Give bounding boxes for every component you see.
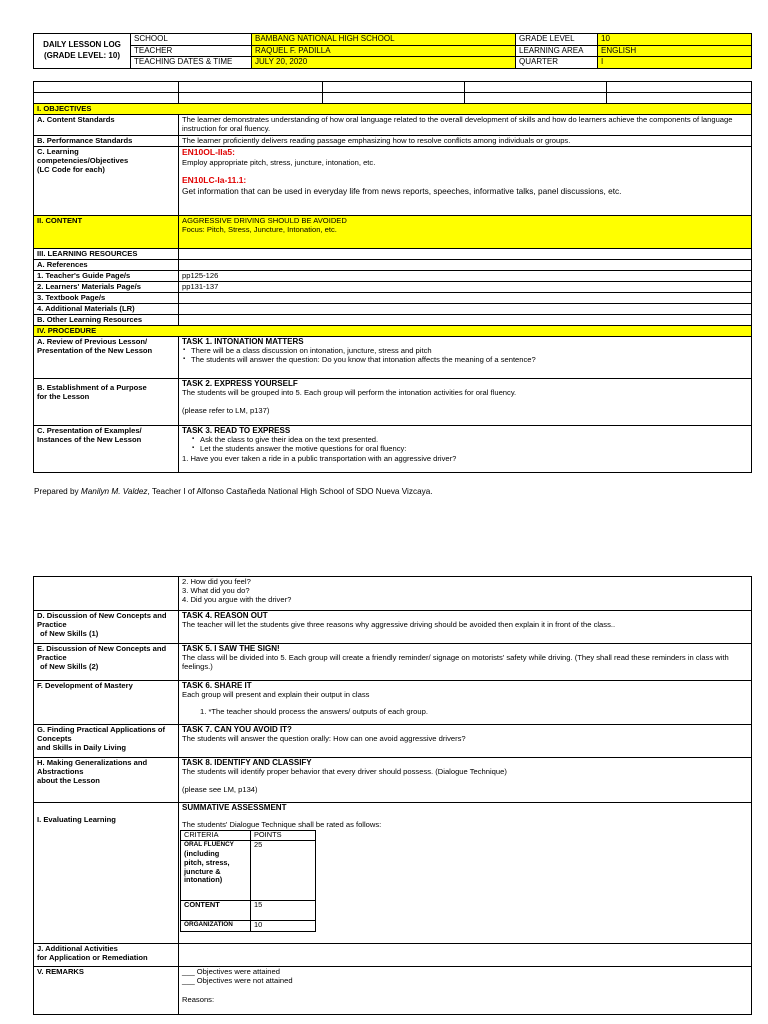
additional-label: 4. Additional Materials (LR) xyxy=(34,304,179,315)
procedure-g-cell xyxy=(179,725,752,758)
lesson-table-1 xyxy=(33,81,752,473)
procedure-f-cell xyxy=(179,681,752,725)
procedure-i-label: I. Evaluating Learning xyxy=(34,803,179,944)
other-resources-label: B. Other Learning Resources xyxy=(34,315,179,326)
procedure-c-cell xyxy=(179,426,752,473)
task-7-title: TASK 7. CAN YOU AVOID IT? xyxy=(182,725,292,734)
procedure-b-label: B. Establishment of a Purpose for the Lesson xyxy=(34,379,179,426)
task-1-bullet-1: ▪ There will be a class discussion on intonation, juncture, stress and pitch xyxy=(191,346,748,355)
procedure-f-label: F. Development of Mastery xyxy=(34,681,179,725)
motive-question-1: 1. Have you ever taken a ride in a public transportation with an aggressive driver? xyxy=(182,453,457,463)
task-5-title: TASK 5. I SAW THE SIGN! xyxy=(182,644,280,653)
rubric-criteria-header: CRITERIA xyxy=(181,831,251,841)
motive-question-3: 3. What did you do? xyxy=(182,586,250,596)
procedure-j-label: J. Additional Activities for Application or Remediation xyxy=(34,944,179,967)
resources-heading: III. LEARNING RESOURCES xyxy=(34,249,179,260)
competency-1: Employ appropriate pitch, stress, juncture, intonation, etc. xyxy=(182,158,376,167)
remarks-cell xyxy=(179,967,752,1015)
task-8-title: TASK 8. IDENTIFY AND CLASSIFY xyxy=(182,758,312,767)
rubric-table xyxy=(180,830,316,932)
task-2-text: The students will be grouped into 5. Each group will perform the intonation activities for oral fluency. xyxy=(182,388,517,398)
header-table xyxy=(33,33,752,69)
remarks-label: V. REMARKS xyxy=(34,967,179,1015)
prepared-by: Prepared by Manilyn M. Valdez, Teacher I of Alfonso Castañeda National High School of SDO Nueva Vizcaya. xyxy=(34,487,433,496)
content-standards-label: A. Content Standards xyxy=(34,115,179,136)
task-8-text: The students will identify proper behavior that every driver should possess. (Dialogue Technique) xyxy=(182,767,507,777)
task-3-bullet-2: ▪ Let the students answer the motive questions for oral fluency: xyxy=(200,444,748,453)
procedure-d-label: D. Discussion of New Concepts and Practice of New Skills (1) xyxy=(34,611,179,644)
motive-questions-cont xyxy=(179,577,752,611)
content-heading: II. CONTENT xyxy=(34,216,179,249)
task-1-title: TASK 1. INTONATION MATTERS xyxy=(182,337,304,346)
performance-standards-text: The learner proficiently delivers reading passage emphasizing how to resolve conflicts among individuals or groups. xyxy=(179,136,752,147)
competency-code-2: EN10LC-Ia-11.1: xyxy=(182,175,247,186)
rubric-content: CONTENT xyxy=(181,901,251,921)
remarks-option-attained: ___ Objectives were attained xyxy=(182,967,280,976)
procedure-d-cell xyxy=(179,611,752,644)
task-3-bullet-1: ▪ Ask the class to give their idea on the text presented. xyxy=(200,435,748,444)
lesson-table-2 xyxy=(33,576,752,1015)
remarks-option-not-attained: ___ Objectives were not attained xyxy=(182,976,293,986)
rubric-content-points: 15 xyxy=(251,901,316,921)
procedure-b-cell xyxy=(179,379,752,426)
task-2-ref: (please refer to LM, p137) xyxy=(182,406,270,416)
competency-code-1: EN10OL-IIa5: xyxy=(182,147,235,157)
procedure-i-cell xyxy=(179,803,752,944)
summative-text: The students' Dialogue Technique shall be rated as follows: xyxy=(182,820,382,830)
task-4-title: TASK 4. REASON OUT xyxy=(182,611,268,620)
blank-row xyxy=(34,82,752,93)
area-label: LEARNING AREA xyxy=(516,45,598,57)
procedure-g-label: G. Finding Practical Applications of Concepts and Skills in Daily Living xyxy=(34,725,179,758)
objectives-heading: I. OBJECTIVES xyxy=(34,104,752,115)
task-2-title: TASK 2. EXPRESS YOURSELF xyxy=(182,379,298,388)
lm-value: pp131-137 xyxy=(179,282,752,293)
rubric-oral-fluency: ORAL FLUENCY (including pitch, stress, juncture & intonation) xyxy=(181,841,251,901)
tg-value: pp125-126 xyxy=(179,271,752,282)
task-6-title: TASK 6. SHARE IT xyxy=(182,681,252,690)
dates-label: TEACHING DATES & TIME xyxy=(131,57,252,69)
procedure-e-label: E. Discussion of New Concepts and Practice of New Skills (2) xyxy=(34,644,179,681)
competencies-label: C. Learning competencies/Objectives (LC Code for each) xyxy=(34,147,179,216)
competencies-cell xyxy=(179,147,752,216)
procedure-h-label: H. Making Generalizations and Abstractions about the Lesson xyxy=(34,758,179,803)
textbook-label: 3. Textbook Page/s xyxy=(34,293,179,304)
log-title: DAILY LESSON LOG (GRADE LEVEL: 10) xyxy=(34,34,131,69)
remarks-reasons: Reasons: xyxy=(182,995,215,1005)
school-value: BAMBANG NATIONAL HIGH SCHOOL xyxy=(252,34,516,46)
task-6-item: 1. *The teacher should process the answers/ outputs of each group. xyxy=(200,707,428,717)
rubric-organization-points: 10 xyxy=(251,921,316,932)
content-title: AGGRESSIVE DRIVING SHOULD BE AVOIDED xyxy=(182,216,347,225)
content-focus: Focus: Pitch, Stress, Juncture, Intonation, etc. xyxy=(182,225,337,235)
procedure-a-cell xyxy=(179,337,752,379)
task-4-text: The teacher will let the students give three reasons why aggressive driving should be avoided then explain it in front of the class.. xyxy=(182,620,616,630)
procedure-a-label: A. Review of Previous Lesson/ Presentation of the New Lesson xyxy=(34,337,179,379)
motive-question-2: 2. How did you feel? xyxy=(182,577,251,586)
task-6-text: Each group will present and explain their output in class xyxy=(182,690,370,700)
dates-value: JULY 20, 2020 xyxy=(252,57,516,69)
rubric-organization: ORGANIZATION xyxy=(181,921,251,932)
task-8-ref: (please see LM, p134) xyxy=(182,785,258,795)
task-7-text: The students will answer the question orally: How can one avoid aggressive drivers? xyxy=(182,734,466,744)
performance-standards-label: B. Performance Standards xyxy=(34,136,179,147)
rubric-oral-fluency-points: 25 xyxy=(251,841,316,901)
lm-label: 2. Learners' Materials Page/s xyxy=(34,282,179,293)
area-value: ENGLISH xyxy=(598,45,752,57)
procedure-heading: IV. PROCEDURE xyxy=(34,326,752,337)
procedure-h-cell xyxy=(179,758,752,803)
teacher-label: TEACHER xyxy=(131,45,252,57)
competency-2: Get information that can be used in everyday life from news reports, speeches, informative talks, panel discussions, etc. xyxy=(182,186,622,197)
content-cell xyxy=(179,216,752,249)
task-1-bullet-2: ▪ The students will answer the question: Do you know that intonation affects the meaning of a sentence? xyxy=(191,355,748,364)
grade-label: GRADE LEVEL xyxy=(516,34,598,46)
day-row xyxy=(34,93,752,104)
quarter-label: QUARTER xyxy=(516,57,598,69)
task-5-text: The class will be divided into 5. Each group will create a friendly reminder/ signage on motorists' safety while driving. (They shall read these reminders in class with feelings.) xyxy=(182,653,729,672)
task-3-title: TASK 3. READ TO EXPRESS xyxy=(182,426,291,435)
references-label: A. References xyxy=(34,260,179,271)
grade-value: 10 xyxy=(598,34,752,46)
rubric-points-header: POINTS xyxy=(251,831,316,841)
procedure-c-label: C. Presentation of Examples/ Instances of the New Lesson xyxy=(34,426,179,473)
motive-question-4: 4. Did you argue with the driver? xyxy=(182,595,292,605)
content-standards-text: The learner demonstrates understanding of how oral language related to the overall development of skills and how do learners achieve the components of language instruction for oral fluency. xyxy=(179,115,752,136)
school-label: SCHOOL xyxy=(131,34,252,46)
tg-label: 1. Teacher's Guide Page/s xyxy=(34,271,179,282)
procedure-e-cell xyxy=(179,644,752,681)
teacher-value: RAQUEL F. PADILLA xyxy=(252,45,516,57)
summative-title: SUMMATIVE ASSESSMENT xyxy=(182,803,287,812)
procedure-j-cell xyxy=(179,944,752,967)
quarter-value: I xyxy=(598,57,752,69)
